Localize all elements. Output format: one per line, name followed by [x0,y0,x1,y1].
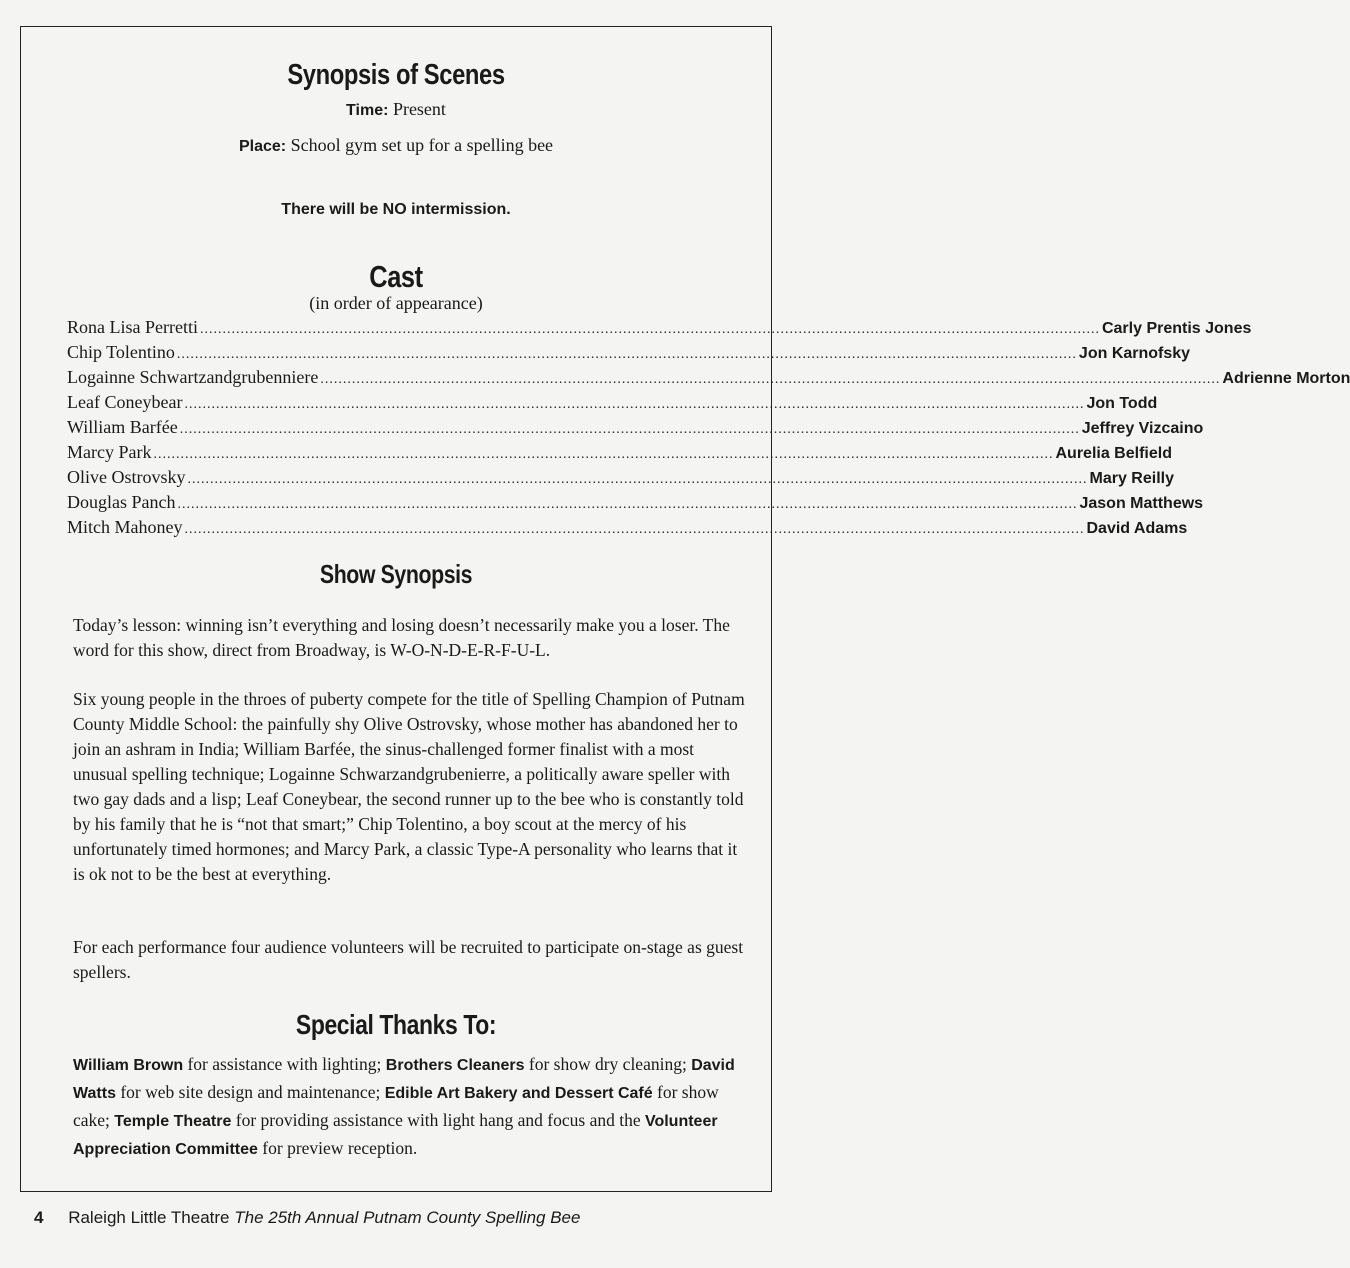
leader-dots: ........................................................................................................................................................................................................ [153,447,1054,462]
cast-actor: Carly Prentis Jones [1101,320,1252,337]
cast-role: William Barfée [67,417,178,437]
cast-row [67,467,1174,492]
place-value: School gym set up for a spelling bee [290,135,554,155]
cast-row [67,317,1252,342]
cast-role: Douglas Panch [67,492,176,512]
synopsis-paragraph: Today’s lesson: winning isn’t everything and losing doesn’t necessarily make you a loser. The word for this show, direct from Broadway, is W-O-N-D-E-R-F-U-L. [73,615,730,660]
thanks-name: Temple Theatre [114,1113,232,1130]
time-line [21,99,771,120]
leader-dots: ........................................................................................................................................................................................................ [176,347,1077,362]
thanks-text: for preview reception. [257,1138,418,1158]
special-thanks-paragraph [73,1051,749,1163]
thanks-name: Volunteer Appreciation Committee [73,1113,718,1158]
page-number: 4 [34,1208,44,1227]
cast-actor: Jeffrey Vizcaino [1081,420,1204,437]
footer-theatre: Raleigh Little Theatre [68,1208,230,1227]
cast-role: Rona Lisa Perretti [67,317,198,337]
cast-row [67,392,1158,417]
cast-actor: Jason Matthews [1079,495,1204,512]
cast-row [67,367,1350,392]
synopsis-paragraph: For each performance four audience volunteers will be recruited to participate on-stage as guest spellers. [73,937,744,982]
synopsis-of-scenes-heading: Synopsis of Scenes [287,59,505,91]
cast-heading: Cast [369,259,423,294]
place-line [21,135,771,156]
cast-role: Leaf Coneybear [67,392,183,412]
leader-dots: ........................................................................................................................................................................................................ [184,522,1085,537]
thanks-name: Edible Art Bakery and Dessert Café [384,1085,653,1102]
cast-row [67,417,1204,442]
cast-actor: Mary Reilly [1089,470,1174,487]
leader-dots: ........................................................................................................................................................................................................ [179,422,1080,437]
leader-dots: ........................................................................................................................................................................................................ [199,322,1100,337]
leader-dots: ........................................................................................................................................................................................................ [177,497,1078,512]
thanks-name: William Brown [73,1057,184,1074]
program-page-frame [20,26,1350,1192]
leader-dots: ........................................................................................................................................................................................................ [320,372,1221,387]
cast-role: Marcy Park [67,442,152,462]
cast-row [67,517,1188,542]
cast-actor: Aurelia Belfield [1055,445,1172,462]
thanks-text: for web site design and maintenance; [115,1082,385,1102]
thanks-text: for assistance with lighting; [183,1054,386,1074]
cast-list [67,317,1350,542]
footer-show-title: The 25th Annual Putnam County Spelling Bee [234,1208,581,1227]
cast-actor: David Adams [1086,520,1188,537]
cast-role: Olive Ostrovsky [67,467,186,487]
cast-actor: Jon Todd [1086,395,1158,412]
intermission-note: There will be NO intermission. [281,201,511,218]
place-label: Place: [238,138,287,155]
cast-row [67,492,1204,517]
cast-subheading: (in order of appearance) [309,293,483,313]
synopsis-paragraph: Six young people in the throes of puberty compete for the title of Spelling Champion of Putnam County Middle School: the painfully shy Olive Ostrovsky, whose mother has abandoned her to join an ashram in India; William Barfée, the sinus-challenged former finalist with a most unusual spelling technique; Logainne Schwarzandgrubenierre, a politically aware speller with two gay dads and a lisp; Leaf Coneybear, the second runner up to the bee who is constantly told by his family that he is “not that smart;” Chip Tolentino, a boy scout at the mercy of his unfortunately timed hormones; and Marcy Park, a classic Type-A personality who learns that it is ok not to be the best at everything. [73,689,745,884]
thanks-text: for show dry cleaning; [524,1054,692,1074]
cast-role: Logainne Schwartzandgrubenniere [67,367,319,387]
thanks-name: David Watts [73,1057,735,1102]
time-value: Present [392,99,446,119]
thanks-text: for show cake; [73,1082,719,1130]
cast-role: Chip Tolentino [67,342,175,362]
cast-actor: Adrienne Morton [1222,370,1350,387]
page-footer [34,1208,580,1228]
cast-role: Mitch Mahoney [67,517,183,537]
leader-dots: ........................................................................................................................................................................................................ [187,472,1088,487]
special-thanks-heading: Special Thanks To: [295,1009,497,1040]
cast-actor: Jon Karnofsky [1078,345,1191,362]
cast-row [67,342,1191,367]
thanks-text: for providing assistance with light hang and focus and the [231,1110,645,1130]
cast-row [67,442,1172,467]
show-synopsis-heading: Show Synopsis [319,559,473,589]
leader-dots: ........................................................................................................................................................................................................ [184,397,1085,412]
thanks-name: Brothers Cleaners [385,1057,525,1074]
time-label: Time: [346,102,389,119]
